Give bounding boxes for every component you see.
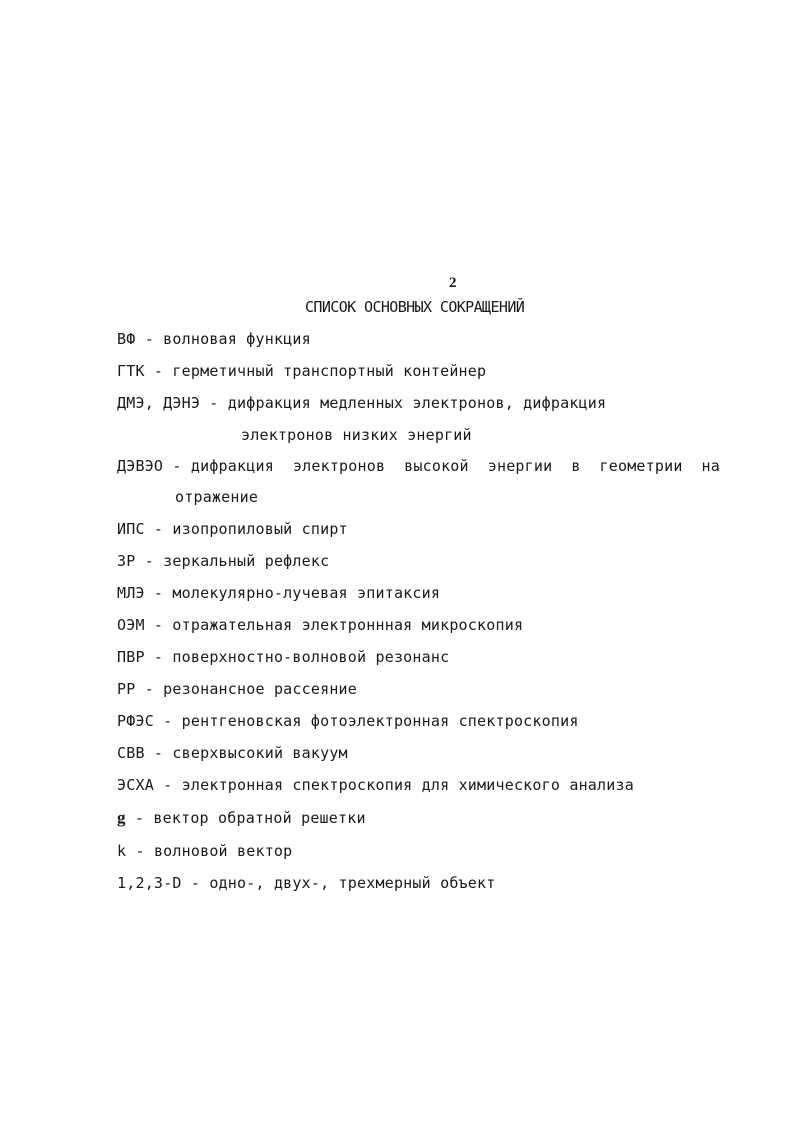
abbreviation-term-with-separator: [117, 457, 274, 475]
abbreviation-definition: отражательная электроннная микроскопия: [172, 616, 524, 634]
abbreviation-item-dme: [117, 394, 606, 412]
abbreviation-definition: зеркальный рефлекс: [163, 552, 330, 570]
separator: -: [144, 744, 173, 762]
separator: -: [163, 457, 191, 475]
abbreviation-item-k: [117, 842, 292, 860]
abbreviation-definition: рентгеновская фотоэлектронная спектроскопия: [181, 712, 579, 730]
definition-word: электронов: [292, 457, 386, 475]
abbreviation-term: ЗР: [117, 552, 136, 570]
abbreviation-definition: электронная спектроскопия для химического анализа: [181, 776, 634, 794]
abbreviation-item-rfes: [117, 712, 579, 730]
abbreviation-definition: поверхностно-волновой резонанс: [172, 648, 450, 666]
abbreviation-item-zr: [117, 552, 329, 570]
abbreviation-definition: волновой вектор: [153, 842, 293, 860]
abbreviation-definition: сверхвысокий вакуум: [172, 744, 348, 762]
separator: -: [135, 680, 164, 698]
abbreviation-definition: изопропиловый спирт: [172, 520, 348, 538]
definition-word: дифракция: [190, 457, 274, 475]
abbreviation-term: РФЭС: [117, 712, 154, 730]
abbreviation-item-mle: [117, 584, 440, 602]
abbreviation-definition: вектор обратной решетки: [153, 809, 366, 827]
definition-word: геометрии: [599, 457, 683, 475]
separator: -: [181, 874, 210, 892]
abbreviation-definition: герметичный транспортный контейнер: [172, 362, 487, 380]
abbreviation-term: РР: [117, 680, 136, 698]
abbreviation-item-devyeo: [117, 457, 720, 475]
abbreviation-term: ОЭМ: [117, 616, 145, 634]
separator: -: [153, 712, 182, 730]
abbreviation-term: 1,2,3-D: [117, 874, 182, 892]
abbreviation-item-vf: [117, 330, 311, 348]
abbreviation-item-rr: [117, 680, 357, 698]
document-title: СПИСОК ОСНОВНЫХ СОКРАЩЕНИЙ: [305, 298, 525, 316]
separator: -: [135, 552, 164, 570]
abbreviation-term: k: [117, 842, 127, 860]
abbreviation-item-pvr: [117, 648, 449, 666]
definition-word: в: [571, 457, 581, 475]
abbreviation-item-ips: [117, 520, 348, 538]
separator: -: [125, 809, 154, 827]
abbreviation-item-oem: [117, 616, 523, 634]
abbreviation-item-svv: [117, 744, 348, 762]
abbreviation-term: g: [117, 808, 126, 827]
abbreviation-definition: волновая функция: [163, 330, 311, 348]
abbreviation-definition: одно-, двух-, трехмерный объект: [209, 874, 496, 892]
abbreviation-definition: дифракция медленных электронов, дифракция: [227, 394, 607, 412]
separator: -: [144, 648, 173, 666]
abbreviation-term: ИПС: [117, 520, 145, 538]
abbreviation-item-gtk: [117, 362, 486, 380]
abbreviation-item-123d: [117, 874, 495, 892]
abbreviation-term: ДМЭ, ДЭНЭ: [117, 394, 201, 412]
separator: -: [144, 362, 173, 380]
definition-word: на: [701, 457, 720, 475]
definition-word: высокой: [404, 457, 469, 475]
abbreviation-continuation: отражение: [175, 488, 259, 506]
separator: -: [126, 842, 154, 860]
abbreviation-term: ГТК: [117, 362, 145, 380]
abbreviation-term: МЛЭ: [117, 584, 145, 602]
abbreviation-term: ДЭВЭО: [117, 457, 164, 475]
abbreviation-continuation: электронов низких энергий: [241, 426, 472, 444]
page-number: 2: [449, 275, 457, 291]
abbreviation-definition: резонансное рассеяние: [163, 680, 358, 698]
abbreviation-term: ВФ: [117, 330, 136, 348]
separator: -: [200, 394, 228, 412]
separator: -: [153, 776, 182, 794]
abbreviation-item-esha: [117, 776, 634, 794]
separator: -: [144, 616, 173, 634]
abbreviation-item-g: [117, 808, 366, 828]
separator: -: [144, 584, 173, 602]
separator: -: [135, 330, 164, 348]
abbreviation-term: ПВР: [117, 648, 145, 666]
abbreviation-definition: молекулярно-лучевая эпитаксия: [172, 584, 441, 602]
abbreviation-term: СВВ: [117, 744, 145, 762]
separator: -: [144, 520, 173, 538]
definition-word: энергии: [487, 457, 553, 475]
abbreviation-term: ЭСХА: [117, 776, 154, 794]
